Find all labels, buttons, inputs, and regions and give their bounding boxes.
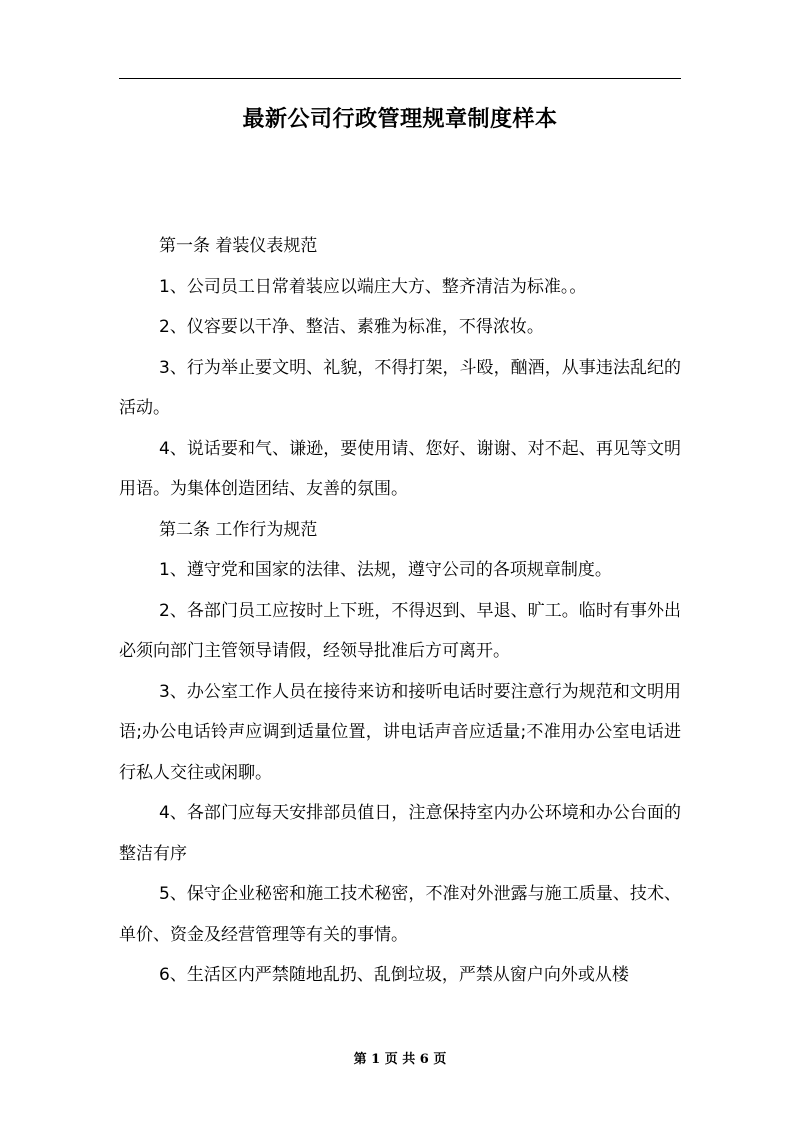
- paragraph: 1、遵守党和国家的法律、法规，遵守公司的各项规章制度。: [159, 560, 612, 580]
- document-body: [119, 226, 681, 996]
- paragraph: 1、公司员工日常着装应以端庄大方、整齐清洁为标准。。: [159, 276, 587, 297]
- section-heading-2: 第二条 工作行为规范: [159, 519, 318, 540]
- paragraph: 2、仪容要以干净、整洁、素雅为标准，不得浓妆。: [159, 317, 544, 337]
- paragraph: 4、说话要和气、谦逊，要使用请、您好、谢谢、对不起、再见等文明用语。为集体创造团结、友善的氛围。: [119, 438, 681, 499]
- header-rule: [119, 78, 681, 79]
- page-number: 第 1 页 共 6 页: [353, 1052, 447, 1067]
- paragraph: 3、行为举止要文明、礼貌，不得打架，斗殴，酗酒，从事违法乱纪的活动。: [119, 357, 681, 418]
- paragraph: 3、办公室工作人员在接待来访和接听电话时要注意行为规范和文明用语;办公电话铃声应调到适量位置，讲电话声音应适量;不准用办公室电话进行私人交往或闲聊。: [119, 681, 681, 783]
- section-heading-1: 第一条 着装仪表规范: [159, 236, 318, 256]
- paragraph: 4、各部门应每天安排部员值日，注意保持室内办公环境和办公台面的整洁有序: [119, 803, 681, 864]
- paragraph: 6、生活区内严禁随地乱扔、乱倒垃圾，严禁从窗户向外或从楼: [159, 965, 629, 985]
- paragraph: 2、各部门员工应按时上下班，不得迟到、早退、旷工。临时有事外出必须向部门主管领导请假，经领导批准后方可离开。: [119, 600, 681, 661]
- paragraph: 5、保守企业秘密和施工技术秘密，不准对外泄露与施工质量、技术、单价、资金及经营管理等有关的事情。: [119, 884, 681, 945]
- document-title: 最新公司行政管理规章制度样本: [242, 107, 558, 132]
